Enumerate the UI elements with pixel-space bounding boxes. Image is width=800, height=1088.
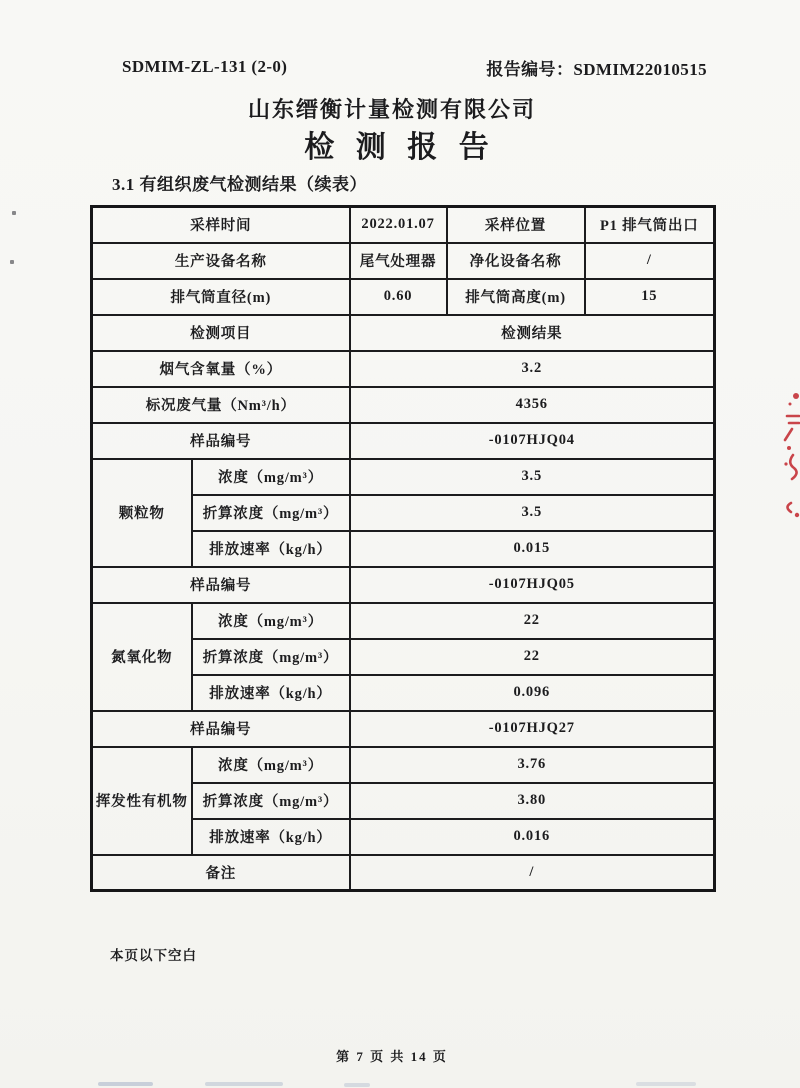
cell-label: 采样时间 [92, 207, 350, 243]
cell-value: 3.5 [350, 459, 715, 495]
column-header-item: 检测项目 [92, 315, 350, 351]
group-name: 颗粒物 [92, 459, 192, 567]
cell-value: -0107HJQ05 [350, 567, 715, 603]
cell-value: 3.80 [350, 783, 715, 819]
report-number-value: SDMIM22010515 [573, 60, 707, 79]
cell-label: 烟气含氧量（%） [92, 351, 350, 387]
table-row-param [92, 747, 715, 783]
table-row-equipment [92, 243, 715, 279]
cell-value: 22 [350, 639, 715, 675]
cell-value: 2022.01.07 [350, 207, 447, 243]
cell-label: 浓度（mg/m³） [192, 459, 350, 495]
cell-value: -0107HJQ27 [350, 711, 715, 747]
scan-speck [10, 260, 14, 264]
cell-label: 折算浓度（mg/m³） [192, 783, 350, 819]
cell-label: 浓度（mg/m³） [192, 747, 350, 783]
table-row-stack [92, 279, 715, 315]
cell-value: 0.096 [350, 675, 715, 711]
table-row-sample-no [92, 567, 715, 603]
cell-label: 折算浓度（mg/m³） [192, 639, 350, 675]
blank-below-note: 本页以下空白 [110, 948, 197, 963]
cell-label: 排气筒高度(m) [447, 279, 585, 315]
page-indicator: 第 7 页 共 14 页 [336, 1049, 448, 1064]
cell-value: P1 排气筒出口 [585, 207, 715, 243]
section-heading: 3.1 有组织废气检测结果（续表） [112, 175, 367, 194]
cell-value: / [585, 243, 715, 279]
table-row-param [92, 459, 715, 495]
cell-label: 样品编号 [92, 567, 350, 603]
cell-value: 尾气处理器 [350, 243, 447, 279]
cell-label: 排放速率（kg/h） [192, 531, 350, 567]
scan-smudge [205, 1082, 283, 1086]
column-header-result: 检测结果 [350, 315, 715, 351]
cell-label: 采样位置 [447, 207, 585, 243]
company-name: 山东缙衡计量检测有限公司 [247, 97, 536, 122]
cell-label: 样品编号 [92, 711, 350, 747]
scan-speck [12, 211, 16, 215]
cell-label: 样品编号 [92, 423, 350, 459]
cell-value: 0.60 [350, 279, 447, 315]
table-row-param [92, 603, 715, 639]
cell-value: 3.76 [350, 747, 715, 783]
cell-value: 15 [585, 279, 715, 315]
cell-value: 22 [350, 603, 715, 639]
cell-value: 3.5 [350, 495, 715, 531]
table-row-sample-no [92, 423, 715, 459]
cell-label: 折算浓度（mg/m³） [192, 495, 350, 531]
group-name: 氮氧化物 [92, 603, 192, 711]
document-code: SDMIM-ZL-131 (2-0) [122, 57, 288, 76]
cell-label: 排气筒直径(m) [92, 279, 350, 315]
table-row-oxygen [92, 351, 715, 387]
table-row-flow [92, 387, 715, 423]
red-stamp-fragment-icon [780, 385, 800, 530]
group-name: 挥发性有机物 [92, 747, 192, 855]
cell-value: / [350, 855, 715, 891]
table-row-sampling [92, 207, 715, 243]
cell-label: 排放速率（kg/h） [192, 675, 350, 711]
cell-value: -0107HJQ04 [350, 423, 715, 459]
cell-value: 4356 [350, 387, 715, 423]
cell-label: 净化设备名称 [447, 243, 585, 279]
scan-smudge [98, 1082, 153, 1086]
table-row-remark [92, 855, 715, 891]
report-number-label: 报告编号： [486, 60, 574, 79]
cell-label: 浓度（mg/m³） [192, 603, 350, 639]
cell-value: 0.016 [350, 819, 715, 855]
scan-smudge [344, 1083, 370, 1087]
report-title: 检 测 报 告 [304, 131, 496, 164]
scan-smudge [636, 1082, 696, 1086]
report-number [486, 55, 707, 80]
table-row-sample-no [92, 711, 715, 747]
cell-value: 0.015 [350, 531, 715, 567]
cell-label: 备注 [92, 855, 350, 891]
cell-label: 生产设备名称 [92, 243, 350, 279]
cell-value: 3.2 [350, 351, 715, 387]
table-row-header [92, 315, 715, 351]
result-table [90, 205, 716, 892]
cell-label: 标况废气量（Nm³/h） [92, 387, 350, 423]
cell-label: 排放速率（kg/h） [192, 819, 350, 855]
